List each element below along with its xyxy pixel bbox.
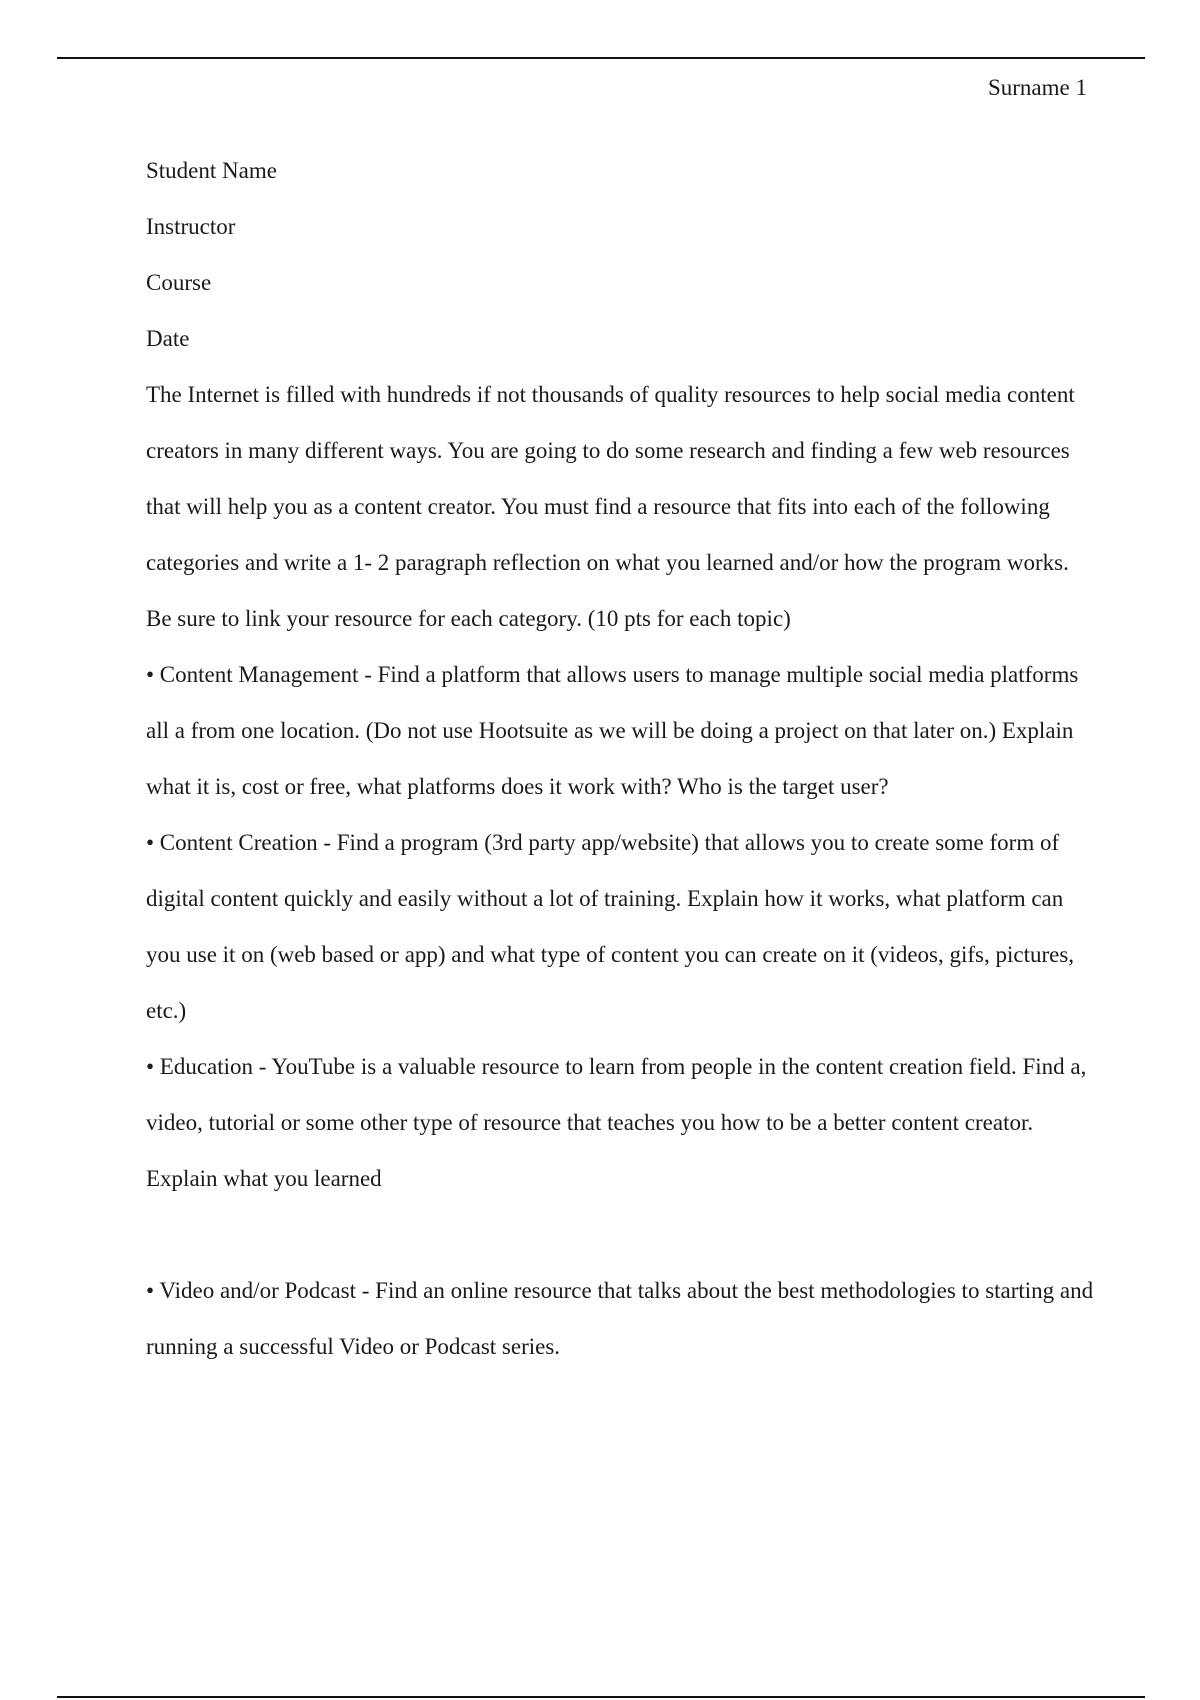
bottom-rule	[57, 1696, 1145, 1698]
instructor-name: Instructor	[146, 214, 236, 239]
date-line: Date	[146, 326, 190, 351]
intro-paragraph: The Internet is filled with hundreds if not thousands of quality resources to help social media content creators in many different ways. You are going to do some research and finding a few web resources that will help you as a content creator. You must find a resource that fits into each of the following categories and write a 1- 2 paragraph reflection on what you learned and/or how the program works. Be sure to link your resource for each category. (10 pts for each topic)	[146, 382, 1075, 631]
document-body	[146, 143, 1096, 1375]
top-rule	[57, 57, 1145, 59]
running-head: Surname 1	[987, 75, 1087, 100]
course-name: Course	[146, 270, 212, 295]
blank-line	[146, 1207, 1096, 1263]
item-video-podcast: • Video and/or Podcast - Find an online resource that talks about the best methodologies to starting and running a successful Video or Podcast series.	[146, 1278, 1094, 1359]
item-content-creation: • Content Creation - Find a program (3rd party app/website) that allows you to create some form of digital content quickly and easily without a lot of training. Explain how it works, what platform can you use it on (web based or app) and what type of content you can create on it (videos, gifs, pictures, etc.)	[146, 830, 1075, 1023]
student-name: Student Name	[146, 158, 277, 183]
item-education: • Education - YouTube is a valuable resource to learn from people in the content creation field. Find a, video, tutorial or some other type of resource that teaches you how to be a better content creator. Explain what you learned	[146, 1054, 1087, 1191]
item-content-management: • Content Management - Find a platform that allows users to manage multiple social media platforms all a from one location. (Do not use Hootsuite as we will be doing a project on that later on.) Explain what it is, cost or free, what platforms does it work with? Who is the target user?	[146, 662, 1079, 799]
